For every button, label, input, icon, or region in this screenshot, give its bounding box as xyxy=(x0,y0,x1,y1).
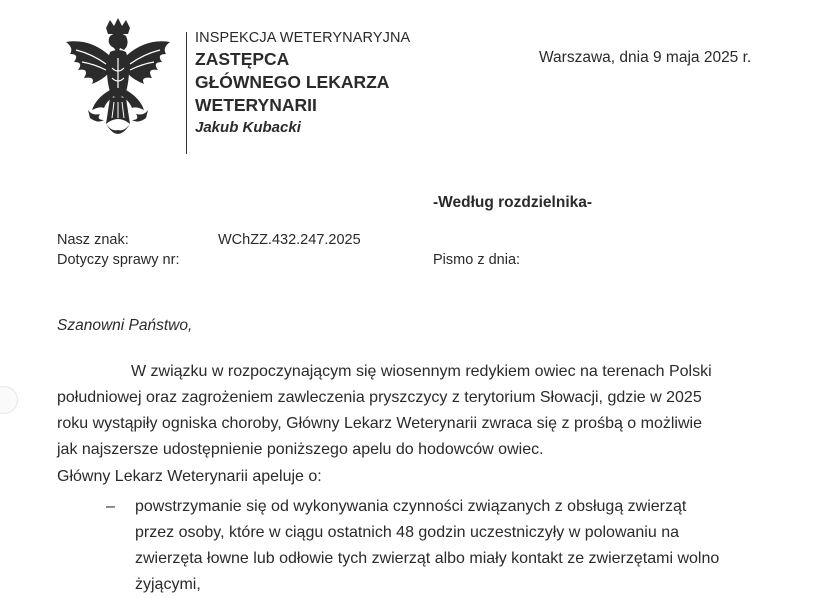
list-dash: – xyxy=(106,498,115,515)
punch-hole-mark xyxy=(0,386,18,414)
list-item-line: zwierzęta łowne lub odłowie tych zwierząt albo miały kontakt ze zwierzętami wolno xyxy=(135,550,720,567)
paragraph-1-line: jak najszersze udostępnienie poniższego apelu do hodowców owiec. xyxy=(57,441,544,458)
letter-date-label: Pismo z dnia: xyxy=(433,252,521,268)
place-and-date: Warszawa, dnia 9 maja 2025 r. xyxy=(539,49,752,66)
header-divider xyxy=(186,32,187,154)
paragraph-1 xyxy=(57,359,771,463)
our-reference-label: Nasz znak: xyxy=(57,232,129,248)
appeal-intro-text: Główny Lekarz Weterynarii apeluje o: xyxy=(57,468,322,485)
institution-name: INSPEKCJA WETERYNARYJNA xyxy=(195,30,411,46)
case-number-label: Dotyczy sprawy nr: xyxy=(57,252,180,268)
salutation: Szanowni Państwo, xyxy=(57,317,193,334)
list-item-line: przez osoby, które w ciągu ostatnich 48 godzin uczestniczyły w polowaniu na xyxy=(135,524,679,541)
appeal-intro xyxy=(57,464,771,490)
our-reference-value: WChZZ.432.247.2025 xyxy=(218,232,361,248)
paragraph-1-line: roku wystąpiły ogniska choroby, Główny Lekarz Weterynarii zwraca się z prośbą o możliwie xyxy=(57,415,702,432)
official-title-line-2: GŁÓWNEGO LEKARZA xyxy=(195,72,390,92)
list-item-line: żyjącymi, xyxy=(135,576,201,593)
official-title-line-3: WETERYNARII xyxy=(195,95,317,115)
list-item xyxy=(57,494,771,598)
official-title-line-1: ZASTĘPCA xyxy=(195,49,290,69)
list-item-line: powstrzymanie się od wykonywania czynności związanych z obsługą zwierząt xyxy=(135,498,687,515)
appeal-list xyxy=(57,494,771,598)
paragraph-1-line: W związku w rozpoczynającym się wiosennym redykiem owiec na terenach Polski xyxy=(131,363,712,380)
institution-block xyxy=(195,30,455,136)
paragraph-1-line: południowej oraz zagrożeniem zawleczenia pryszczycy z terytorium Słowacji, gdzie w 2025 xyxy=(57,389,702,406)
official-name: Jakub Kubacki xyxy=(195,119,301,136)
polish-eagle-emblem-icon xyxy=(60,18,176,144)
recipient: -Według rozdzielnika- xyxy=(433,194,593,211)
